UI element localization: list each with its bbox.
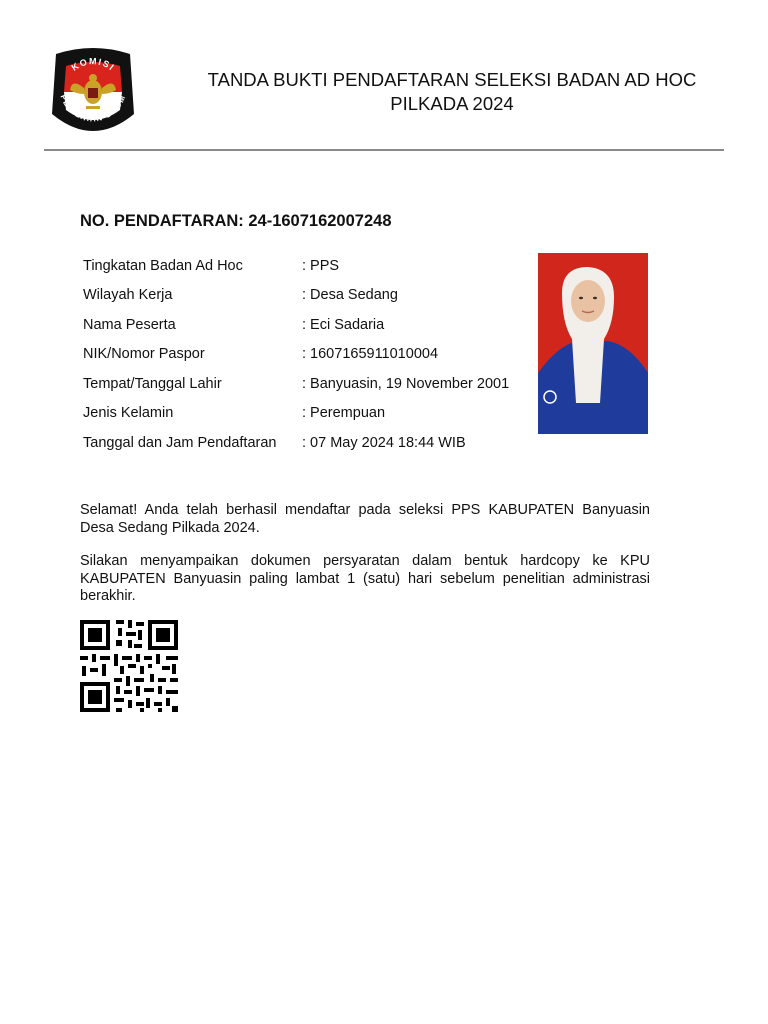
detail-value: : 1607165911010004 xyxy=(302,346,439,363)
document-title xyxy=(180,68,724,116)
title-line-1: TANDA BUKTI PENDAFTARAN SELEKSI BADAN AD HOC xyxy=(207,69,697,90)
table-row xyxy=(80,428,509,458)
participant-photo xyxy=(538,253,648,434)
detail-label: Nama Peserta xyxy=(83,316,176,333)
table-row xyxy=(80,340,509,370)
table-row xyxy=(80,310,509,340)
registration-details-table xyxy=(80,251,509,458)
detail-label: Tempat/Tanggal Lahir xyxy=(83,375,222,392)
logo-top-text: KOMISI xyxy=(69,56,117,73)
table-row xyxy=(80,399,509,429)
table-row xyxy=(80,369,509,399)
detail-value: : 07 May 2024 18:44 WIB xyxy=(302,434,466,451)
detail-value: : Banyuasin, 19 November 2001 xyxy=(302,375,510,392)
detail-label: Tingkatan Badan Ad Hoc xyxy=(83,257,243,274)
detail-value: : PPS xyxy=(302,257,340,274)
portrait-image xyxy=(538,253,648,434)
congratulations-message: Selamat! Anda telah berhasil mendaftar pada seleksi PPS KABUPATEN Banyuasin Desa Sedang Pilkada 2024. xyxy=(80,502,650,536)
title-line-2: PILKADA 2024 xyxy=(390,93,514,114)
header-divider xyxy=(44,149,724,151)
table-row xyxy=(80,281,509,311)
detail-value: : Perempuan xyxy=(302,405,386,422)
qr-code-icon xyxy=(80,620,178,712)
logo-bottom-text: PEMILIHAN UMUM xyxy=(58,93,128,124)
detail-value: : Desa Sedang xyxy=(302,287,398,304)
detail-label: Jenis Kelamin xyxy=(83,405,174,422)
detail-label: Tanggal dan Jam Pendaftaran xyxy=(83,434,277,451)
kpu-logo-icon xyxy=(48,44,138,140)
detail-label: Wilayah Kerja xyxy=(83,287,173,304)
detail-label: NIK/Nomor Paspor xyxy=(83,346,205,363)
instruction-message: Silakan menyampaikan dokumen persyaratan dalam bentuk hardcopy ke KPU KABUPATEN Banyuasin paling lambat 1 (satu) hari sebelum penelitian administrasi berakhir. xyxy=(80,553,650,604)
table-row xyxy=(80,251,509,281)
detail-value: : Eci Sadaria xyxy=(302,316,385,333)
registration-number: NO. PENDAFTARAN: 24-1607162007248 xyxy=(80,212,392,230)
